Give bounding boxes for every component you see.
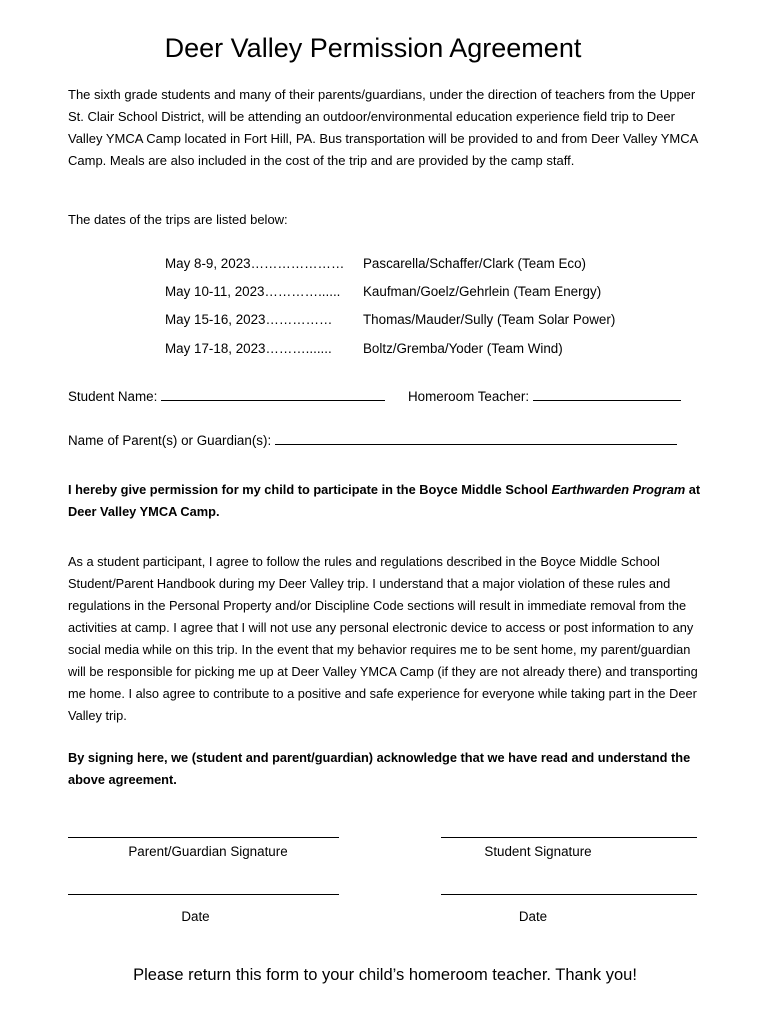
parent-signature-label: Parent/Guardian Signature xyxy=(128,844,288,859)
footer-note: Please return this form to your child’s homeroom teacher. Thank you! xyxy=(133,966,637,984)
student-date-label: Date xyxy=(518,909,548,924)
homeroom-line[interactable] xyxy=(533,386,681,401)
trip-date: May 10-11, 2023…………...... xyxy=(165,284,341,299)
intro-paragraph: The sixth grade students and many of their parents/guardians, under the direction of teachers from the Upper St. Clair School District, will be attending an outdoor/environmental education experience field trip to Deer Valley YMCA Camp located in Fort Hill, PA. Bus transportation will be provided to and from Deer Valley YMCA Camp. Meals are also included in the cost of the trip and are provided by the camp staff. xyxy=(68,87,698,168)
trip-date: May 15-16, 2023…………… xyxy=(165,312,333,327)
student-name-label: Student Name: xyxy=(68,389,158,404)
trip-team: Pascarella/Schaffer/Clark (Team Eco) xyxy=(363,256,587,271)
acknowledgement: By signing here, we (student and parent/guardian) acknowledge that we have read and understand the above agreement. xyxy=(68,750,691,787)
homeroom-label: Homeroom Teacher: xyxy=(408,389,530,404)
trip-team: Thomas/Mauder/Sully (Team Solar Power) xyxy=(363,312,616,327)
rules-paragraph: As a student participant, I agree to follow the rules and regulations described in the Boyce Middle School Student/Parent Handbook during my Deer Valley trip. I understand that a major violation of these rules and regulations in the Personal Property and/or Discipline Code sections will result in immediate removal from the activities at camp. I agree that I will not use any personal electronic device to access or post information to any social media while on this trip. In the event that my behavior requires me to be sent home, my parent/guardian will be responsible for picking me up at Deer Valley YMCA Camp (if they are not already there) and transporting me home. I also agree to contribute to a positive and safe experience for everyone while taking part in the Deer Valley trip. xyxy=(68,554,698,723)
parent-name-label: Name of Parent(s) or Guardian(s): xyxy=(68,433,272,448)
student-date-line[interactable] xyxy=(441,894,697,895)
student-signature-line[interactable] xyxy=(441,837,697,838)
student-signature-label: Student Signature xyxy=(484,844,592,859)
trip-date: May 8-9, 2023………………… xyxy=(165,256,345,271)
parent-name-field xyxy=(68,430,677,451)
parent-date-label: Date xyxy=(181,909,210,924)
parent-name-line[interactable] xyxy=(275,430,677,445)
dates-intro: The dates of the trips are listed below: xyxy=(68,212,288,227)
student-name-field xyxy=(68,386,385,407)
trip-team: Kaufman/Goelz/Gehrlein (Team Energy) xyxy=(363,284,602,299)
trip-team: Boltz/Gremba/Yoder (Team Wind) xyxy=(363,341,563,356)
student-name-line[interactable] xyxy=(161,386,385,401)
parent-signature-line[interactable] xyxy=(68,837,339,838)
trip-date: May 17-18, 2023………....... xyxy=(165,341,332,356)
permission-statement: I hereby give permission for my child to participate in the Boyce Middle School Earthwarden Program at Deer Valley YMCA Camp. xyxy=(68,482,701,519)
parent-date-line[interactable] xyxy=(68,894,339,895)
page-title: Deer Valley Permission Agreement xyxy=(164,33,582,63)
homeroom-field xyxy=(408,386,681,407)
